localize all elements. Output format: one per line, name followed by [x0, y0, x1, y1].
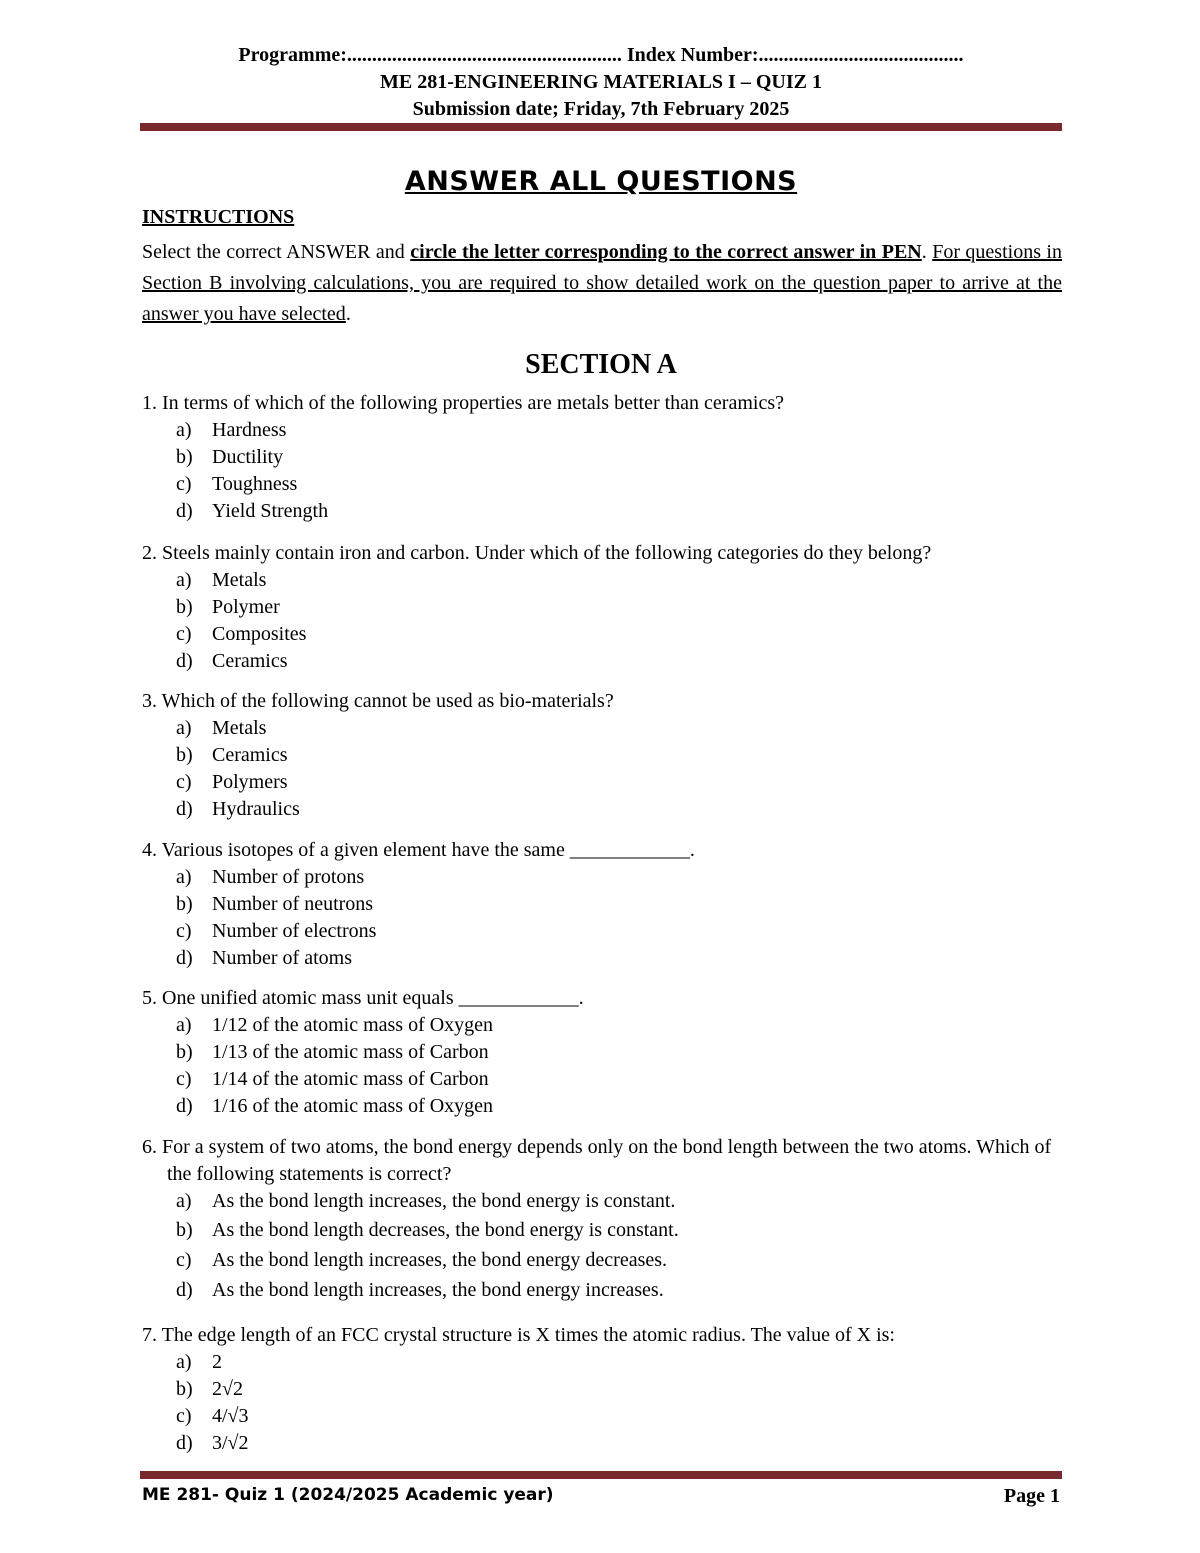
option-letter[interactable]: a) [176, 419, 192, 441]
option-c[interactable] [142, 471, 1062, 498]
option-d[interactable] [142, 945, 1062, 972]
option-letter[interactable]: c) [176, 623, 192, 645]
instructions-emphasis: circle the letter corresponding to the correct answer in PEN [410, 241, 922, 263]
question-stem: 4. Various isotopes of a given element have the same ____________. [142, 839, 695, 861]
option-text: 1/12 of the atomic mass of Oxygen [212, 1014, 494, 1036]
option-c[interactable] [142, 621, 1062, 648]
option-b[interactable] [142, 594, 1062, 621]
option-a[interactable] [142, 567, 1062, 594]
page-number: Page 1 [1003, 1485, 1060, 1507]
option-letter[interactable]: c) [176, 473, 192, 495]
option-text: Hardness [212, 419, 287, 441]
option-text: Ceramics [212, 744, 288, 766]
option-letter[interactable]: d) [176, 500, 193, 522]
instructions-text [142, 237, 1062, 330]
option-text: 2√2 [212, 1378, 243, 1400]
option-a[interactable] [142, 1012, 1062, 1039]
option-c[interactable] [142, 1403, 1062, 1430]
option-d[interactable] [142, 1093, 1062, 1120]
option-b[interactable] [142, 1039, 1062, 1066]
option-letter[interactable]: c) [176, 771, 192, 793]
option-text: 4/√3 [212, 1405, 249, 1427]
option-text: Metals [212, 569, 267, 591]
instructions-part-3: . [921, 241, 933, 263]
course-title: ME 281-ENGINEERING MATERIALS I – QUIZ 1 [380, 71, 822, 93]
option-letter[interactable]: b) [176, 446, 193, 468]
header-divider [140, 123, 1062, 131]
option-a[interactable] [142, 1349, 1062, 1376]
question-3 [142, 688, 1062, 823]
option-letter[interactable]: b) [176, 1041, 193, 1063]
option-letter[interactable]: b) [176, 596, 193, 618]
option-text: As the bond length increases, the bond energy decreases. [212, 1249, 668, 1271]
programme-index-line: Programme:....................................................... Index Number:......................................... [238, 44, 964, 66]
footer-divider [140, 1471, 1062, 1479]
option-letter[interactable]: a) [176, 1014, 192, 1036]
option-text: Hydraulics [212, 798, 300, 820]
option-text: 1/14 of the atomic mass of Carbon [212, 1068, 489, 1090]
option-d[interactable] [142, 1430, 1062, 1457]
option-text: As the bond length increases, the bond energy is constant. [212, 1190, 676, 1212]
option-text: Number of atoms [212, 947, 352, 969]
option-text: As the bond length decreases, the bond energy is constant. [212, 1219, 679, 1241]
option-a[interactable] [142, 715, 1062, 742]
option-letter[interactable]: b) [176, 893, 193, 915]
option-text: Polymers [212, 771, 288, 793]
option-c[interactable] [142, 769, 1062, 796]
question-2 [142, 540, 1062, 675]
option-letter[interactable]: a) [176, 866, 192, 888]
question-stem: 6. For a system of two atoms, the bond energy depends only on the bond length between the two atoms. Which of the following statements is correct? [142, 1136, 1052, 1185]
section-heading: SECTION A [525, 349, 677, 380]
question-4 [142, 837, 1062, 972]
option-letter[interactable]: c) [176, 1249, 192, 1271]
option-text: Metals [212, 717, 267, 739]
option-text: As the bond length increases, the bond energy increases. [212, 1279, 664, 1301]
submission-date: Submission date; Friday, 7th February 2025 [412, 98, 790, 120]
option-d[interactable] [142, 648, 1062, 675]
option-letter[interactable]: c) [176, 920, 192, 942]
option-text: 2 [212, 1351, 222, 1373]
option-d[interactable] [142, 498, 1062, 525]
question-7 [142, 1322, 1062, 1457]
option-b[interactable] [142, 1215, 1062, 1245]
option-c[interactable] [142, 1245, 1062, 1275]
option-text: Toughness [212, 473, 298, 495]
option-b[interactable] [142, 444, 1062, 471]
question-stem: 5. One unified atomic mass unit equals ____________. [142, 987, 584, 1009]
question-stem: 1. In terms of which of the following properties are metals better than ceramics? [142, 392, 784, 414]
option-text: Yield Strength [212, 500, 329, 522]
question-5 [142, 985, 1062, 1120]
instructions-heading: INSTRUCTIONS [142, 206, 295, 228]
option-a[interactable] [142, 1188, 1062, 1215]
option-text: Ceramics [212, 650, 288, 672]
option-letter[interactable]: a) [176, 1351, 192, 1373]
option-c[interactable] [142, 918, 1062, 945]
question-stem: 7. The edge length of an FCC crystal structure is X times the atomic radius. The value of X is: [142, 1324, 895, 1346]
option-a[interactable] [142, 417, 1062, 444]
footer-course-info: ME 281- Quiz 1 (2024/2025 Academic year) [142, 1485, 554, 1505]
option-letter[interactable]: d) [176, 798, 193, 820]
instructions-part-5: . [345, 303, 351, 325]
page-title: ANSWER ALL QUESTIONS [404, 166, 798, 197]
option-text: Ductility [212, 446, 284, 468]
option-letter[interactable]: c) [176, 1068, 192, 1090]
option-text: Number of protons [212, 866, 365, 888]
document-page [140, 0, 1062, 1553]
option-letter[interactable]: d) [176, 947, 193, 969]
option-c[interactable] [142, 1066, 1062, 1093]
question-6 [142, 1134, 1062, 1305]
instructions-part-1: Select the correct ANSWER and [142, 241, 411, 263]
option-letter[interactable]: a) [176, 717, 192, 739]
option-text: Polymer [212, 596, 280, 618]
option-b[interactable] [142, 1376, 1062, 1403]
option-letter[interactable]: a) [176, 1190, 192, 1212]
instructions-section-b-note: For questions in Section B involving calculations, you are required to show detailed work on the question paper to arrive at the answer you have selected [142, 241, 1062, 325]
option-letter[interactable]: b) [176, 1378, 193, 1400]
question-stem: 3. Which of the following cannot be used as bio-materials? [142, 690, 614, 712]
option-text: 1/13 of the atomic mass of Carbon [212, 1041, 489, 1063]
option-a[interactable] [142, 864, 1062, 891]
option-letter[interactable]: d) [176, 1279, 193, 1301]
option-letter[interactable]: b) [176, 1219, 193, 1241]
option-letter[interactable]: c) [176, 1405, 192, 1427]
option-text: 1/16 of the atomic mass of Oxygen [212, 1095, 494, 1117]
option-text: Number of electrons [212, 920, 377, 942]
option-d[interactable] [142, 796, 1062, 823]
option-letter[interactable]: a) [176, 569, 192, 591]
question-1 [142, 390, 1062, 525]
option-letter[interactable]: d) [176, 1432, 193, 1454]
option-text: 3/√2 [212, 1432, 249, 1454]
option-b[interactable] [142, 891, 1062, 918]
option-text: Composites [212, 623, 307, 645]
option-b[interactable] [142, 742, 1062, 769]
option-letter[interactable]: b) [176, 744, 193, 766]
question-stem: 2. Steels mainly contain iron and carbon. Under which of the following categories do they belong? [142, 542, 932, 564]
option-d[interactable] [142, 1275, 1062, 1305]
option-letter[interactable]: d) [176, 650, 193, 672]
option-text: Number of neutrons [212, 893, 374, 915]
option-letter[interactable]: d) [176, 1095, 193, 1117]
